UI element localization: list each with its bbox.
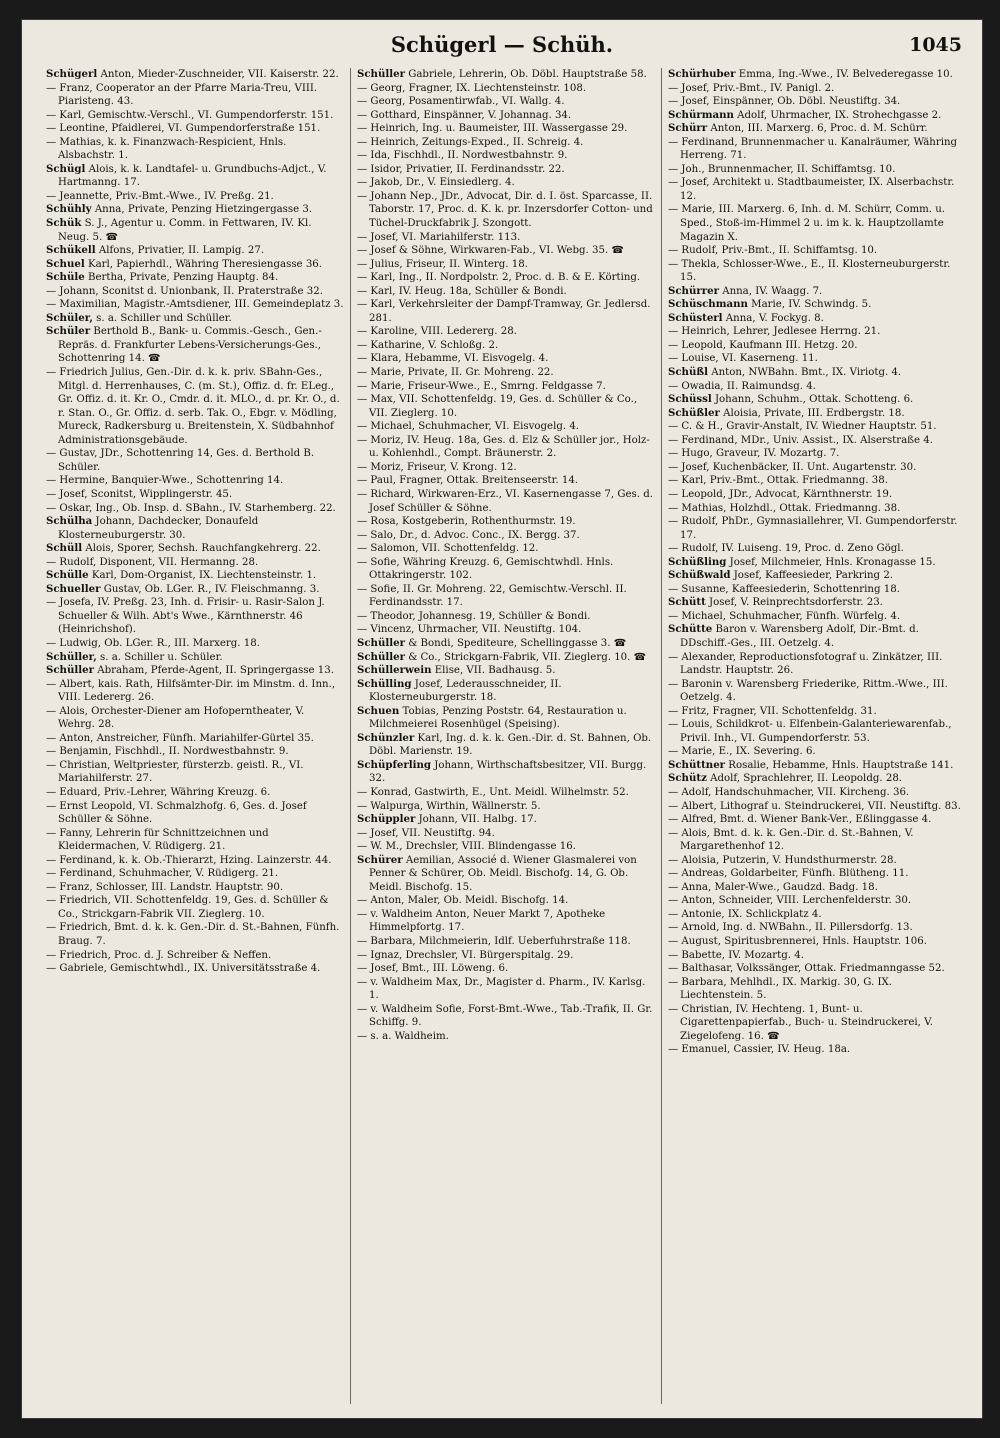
directory-entry: Schüllerwein Elise, VII. Badhausg. 5. <box>357 664 556 677</box>
directory-entry: — Anton, Schneider, VIII. Lerchenfelderstr. 30. <box>668 895 912 907</box>
directory-entry: — Fritz, Fragner, VII. Schottenfeldg. 31. <box>668 705 877 717</box>
directory-entry: — Thekla, Schlosser-Wwe., E., II. Klosterneuburgerstr. 15. <box>668 258 951 284</box>
directory-entry: — Marie, III. Marxerg. 6, Inh. d. M. Schürr, Comm. u. Sped., Stoß-im-Himmel 2 u. im k. k. Hauptzollamte Magazin X. <box>668 204 946 243</box>
directory-entry: — Salomon, VII. Schottenfeldg. 12. <box>357 543 539 555</box>
directory-entry: — Owadia, II. Raimundsg. 4. <box>668 380 816 392</box>
directory-entry: Schütt Josef, V. Reinprechtsdorferstr. 23. <box>668 596 883 609</box>
directory-entry: Schülle Karl, Dom-Organist, IX. Liechtensteinstr. 1. <box>46 569 317 582</box>
directory-entry: — Anton, Maler, Ob. Meidl. Bischofg. 14. <box>357 895 569 907</box>
directory-entry: — Rudolf, IV. Luiseng. 19, Proc. d. Zeno Gögl. <box>668 543 904 555</box>
page-number: 1045 <box>909 34 962 56</box>
directory-entry: — W. M., Drechsler, VIII. Blindengasse 16. <box>357 841 576 853</box>
directory-entry: — Adolf, Handschuhmacher, VII. Kircheng. 36. <box>668 786 910 798</box>
directory-entry: Schüsterl Anna, V. Fockyg. 8. <box>668 311 824 324</box>
directory-entry: Schüttner Rosalie, Hebamme, Hnls. Hauptstraße 141. <box>668 758 954 771</box>
directory-entry: Schürr Anton, III. Marxerg. 6, Proc. d. M. Schürr. <box>668 122 928 135</box>
directory-entry: — Klara, Hebamme, VI. Eisvogelg. 4. <box>357 353 549 365</box>
directory-entry: — Antonie, IX. Schlickplatz 4. <box>668 908 822 920</box>
directory-entry: — Aloisia, Putzerin, V. Hundsthurmerstr. 28. <box>668 854 897 866</box>
directory-entry: Schühly Anna, Private, Penzing Hietzingergasse 3. <box>46 203 313 216</box>
directory-entry: — C. & H., Gravir-Anstalt, IV. Wiedner Hauptstr. 51. <box>668 421 937 433</box>
directory-entry: Schülling Josef, Lederausschneider, II. Klosterneuburgerstr. 18. <box>357 677 562 704</box>
directory-entry: Schünzler Karl, Ing. d. k. k. Gen.-Dir. d. St. Bahnen, Ob. Döbl. Marienstr. 19. <box>357 731 652 758</box>
directory-entry: — Josef, Architekt u. Stadtbaumeister, IX. Alserbachstr. 12. <box>668 177 955 202</box>
directory-entry: — Max, VII. Schottenfeldg. 19, Ges. d. Schüller & Co., VII. Zieglerg. 10. <box>357 394 638 419</box>
directory-entry: — Karl, Gemischtw.-Verschl., VI. Gumpendorferstr. 151. <box>46 109 334 121</box>
directory-entry: — Marie, Friseur-Wwe., E., Smrng. Feldgasse 7. <box>357 380 606 392</box>
directory-entry: — Sofie, Währing Kreuzg. 6, Gemischtwhdl. Hnls. Ottakringerstr. 102. <box>357 556 614 582</box>
directory-entry: — Josef, Bmt., III. Löweng. 6. <box>357 963 509 975</box>
directory-entry: — Ferdinand, Schuhmacher, V. Rüdigerg. 21. <box>46 868 279 880</box>
directory-entry: — Johann, Sconitst d. Unionbank, II. Praterstraße 32. <box>46 285 323 297</box>
directory-entry: — Leontine, Pfaidlerei, VI. Gumpendorferstraße 151. <box>46 123 321 135</box>
directory-entry: — Babette, IV. Mozartg. 4. <box>668 949 804 961</box>
directory-entry: Schüller & Co., Strickgarn-Fabrik, VII. Zieglerg. 10. ☎ <box>357 650 647 663</box>
directory-entry: — Friedrich, VII. Schottenfeldg. 19, Ges. d. Schüller & Co., Strickgarn-Fabrik VII. Zieglerg. 10. <box>46 895 329 920</box>
directory-entry: Schüll Alois, Sporer, Sechsh. Rauchfangkehrerg. 22. <box>46 542 321 555</box>
directory-entry: — Karoline, VIII. Ledererg. 28. <box>357 326 517 338</box>
directory-entry: Schüller & Bondi, Spediteure, Schellinggasse 3. ☎ <box>357 636 627 649</box>
directory-entry: — Georg, Posamentirwfab., VI. Wallg. 4. <box>357 96 565 108</box>
directory-entry: Schüller, s. a. Schiller u. Schüler. <box>46 650 223 663</box>
directory-entry: Schuen Tobias, Penzing Poststr. 64, Restauration u. Milchmeierei Rosenhügel (Speising). <box>357 704 627 731</box>
directory-entry: Schüschmann Marie, IV. Schwindg. 5. <box>668 298 872 311</box>
directory-entry: Schülha Johann, Dachdecker, Donaufeld Klosterneuburgerstr. 30. <box>46 515 259 541</box>
directory-entry: — Rudolf, Priv.-Bmt., II. Schiffamtsg. 10. <box>668 245 878 257</box>
directory-entry: — Heinrich, Lehrer, Jedlesee Herrng. 21. <box>668 326 881 338</box>
directory-entry: — Heinrich, Ing. u. Baumeister, III. Wassergasse 29. <box>357 123 628 135</box>
directory-entry: Schuel Karl, Papierhdl., Währing Theresiengasse 36. <box>46 257 323 270</box>
page-header <box>22 32 982 62</box>
directory-entry: — Andreas, Goldarbeiter, Fünfh. Blütheng. 11. <box>668 868 909 880</box>
directory-entry: — Benjamin, Fischhdl., II. Nordwestbahnstr. 9. <box>46 746 289 758</box>
directory-entry: — Karl, Verkehrsleiter der Dampf-Tramway, Gr. Jedlersd. 281. <box>357 299 651 324</box>
directory-entry: Schük S. J., Agentur u. Comm. in Fettwaren, IV. Kl. Neug. 5. ☎ <box>46 217 312 243</box>
directory-entry: Schüler Berthold B., Bank- u. Commis.-Gesch., Gen.-Repräs. d. Frankfurter Lebens-Versicherungs-Ges., Schottenring 14. ☎ <box>46 325 322 365</box>
directory-entry: — Julius, Friseur, II. Winterg. 18. <box>357 258 528 270</box>
directory-entry: — Barbara, Mehlhdl., IX. Markig. 30, G. IX. Liechtenstein. 5. <box>668 976 892 1002</box>
directory-column-3 <box>661 68 972 1404</box>
directory-entry: — Josef, VI. Mariahilferstr. 113. <box>357 231 521 243</box>
directory-entry: — Michael, Schuhmacher, VI. Eisvogelg. 4. <box>357 421 580 433</box>
directory-entry: — Friedrich Julius, Gen.-Dir. d. k. k. priv. SBahn-Ges., Mitgl. d. Herrenhauses, C. (m. St.), Offiz. d. fr. ELeg., Gr. Offiz. d. it. Kr. O., Cmdr. d. it. MLO., d. pr. Kr. O., d. r. Stan. O., Gr. Offiz. d. serb. Tak. O., Ebgr. v. Mödling, Mureck, Radkersburg u. Breitenstein, X. Südbahnhof Administrationsgebäude. <box>46 367 340 446</box>
directory-entry: Schürrer Anna, IV. Waagg. 7. <box>668 284 823 297</box>
directory-entry: Schueller Gustav, Ob. LGer. R., IV. Fleischmanng. 3. <box>46 582 320 595</box>
directory-entry: — Eduard, Priv.-Lehrer, Währing Kreuzg. 6. <box>46 786 271 798</box>
directory-entry: — Ferdinand, Brunnenmacher u. Kanalräumer, Währing Herreng. 71. <box>668 136 958 162</box>
directory-entry: — Oskar, Ing., Ob. Insp. d. SBahn., IV. Starhemberg. 22. <box>46 502 336 514</box>
directory-entry: — Ida, Fischhdl., II. Nordwestbahnstr. 9. <box>357 150 568 162</box>
directory-entry: — Gustav, JDr., Schottenring 14, Ges. d. Berthold B. Schüler. <box>46 448 315 473</box>
directory-entry: — Heinrich, Zeitungs-Exped., II. Schreig. 4. <box>357 136 584 148</box>
directory-entry: — Ferdinand, k. k. Ob.-Thierarzt, Hzing. Lainzerstr. 44. <box>46 854 332 866</box>
directory-entry: — Rudolf, Disponent, VII. Hermanng. 28. <box>46 556 259 568</box>
directory-entry: Schürmann Adolf, Uhrmacher, IX. Strohechgasse 2. <box>668 108 942 121</box>
directory-entry: — Anton, Anstreicher, Fünfh. Mariahilfer-Gürtel 35. <box>46 732 314 744</box>
directory-entry: — Josefa, IV. Preßg. 23, Inh. d. Frisir- u. Rasir-Salon J. Schueller & Wilh. Abt's Wwe., Kärnthnerstr. 46 (Heinrichshof). <box>46 597 325 636</box>
directory-entry: — Arnold, Ing. d. NWBahn., II. Pillersdorfg. 13. <box>668 922 913 934</box>
directory-entry: — Friedrich, Bmt. d. k. k. Gen.-Dir. d. St.-Bahnen, Fünfh. Braug. 7. <box>46 922 340 947</box>
directory-entry: — Jeannette, Priv.-Bmt.-Wwe., IV. Preßg. 21. <box>46 190 274 202</box>
directory-entry: — Marie, Private, II. Gr. Mohreng. 22. <box>357 367 554 379</box>
directory-entry: — Paul, Fragner, Ottak. Breitenseerstr. 14. <box>357 475 579 487</box>
directory-entry: — Georg, Fragner, IX. Liechtensteinstr. 108. <box>357 82 587 94</box>
directory-entry: — Salo, Dr., d. Advoc. Conc., IX. Bergg. 37. <box>357 529 580 541</box>
directory-entry: — Mathias, Holzhdl., Ottak. Friedmanng. 38. <box>668 502 901 514</box>
directory-entry: — Leopold, JDr., Advocat, Kärnthnerstr. 19. <box>668 488 893 500</box>
directory-entry: — Alois, Orchester-Diener am Hofoperntheater, V. Wehrg. 28. <box>46 705 305 731</box>
directory-columns <box>40 68 972 1404</box>
directory-entry: — Alexander, Reproductionsfotograf u. Zinkätzer, III. Landstr. Hauptstr. 26. <box>668 651 943 677</box>
directory-entry: — Josef, Priv.-Bmt., IV. Panigl. 2. <box>668 82 835 94</box>
directory-entry: — Katharine, V. Schloßg. 2. <box>357 339 499 351</box>
directory-entry: — Karl, IV. Heug. 18a, Schüller & Bondi. <box>357 285 567 297</box>
directory-entry: — Ferdinand, MDr., Univ. Assist., IX. Alserstraße 4. <box>668 434 933 446</box>
directory-entry: — Louise, VI. Kaserneng. 11. <box>668 353 818 365</box>
directory-entry: — Gabriele, Gemischtwhdl., IX. Universitätsstraße 4. <box>46 963 321 975</box>
directory-entry: — Isidor, Privatier, II. Ferdinandsstr. 22. <box>357 163 565 175</box>
directory-entry: — Fanny, Lehrerin für Schnittzeichnen und Kleidermachen, V. Rüdigerg. 21. <box>46 827 269 853</box>
directory-entry: Schüßl Anton, NWBahn. Bmt., IX. Viriotg. 4. <box>668 366 902 379</box>
directory-entry: — Johann Nep., JDr., Advocat, Dir. d. I. öst. Sparcasse, II. Taborstr. 17, Proc. d. K. k. pr. Inzersdorfer Cotton- und Tüchel-Druckfabrik J. Szongott. <box>357 190 653 230</box>
directory-entry: — Hugo, Graveur, IV. Mozartg. 7. <box>668 448 840 460</box>
directory-entry: Schüller Abraham, Pferde-Agent, II. Springergasse 13. <box>46 664 335 677</box>
directory-entry: — Josef, Kuchenbäcker, II. Unt. Augartenstr. 30. <box>668 461 917 473</box>
directory-entry: — Anna, Maler-Wwe., Gaudzd. Badg. 18. <box>668 881 878 893</box>
directory-entry: Schüle Bertha, Private, Penzing Hauptg. 84. <box>46 271 279 284</box>
directory-entry: Schürhuber Emma, Ing.-Wwe., IV. Belvederegasse 10. <box>668 68 953 80</box>
directory-entry: Schükell Alfons, Privatier, II. Lampig. 27. <box>46 244 265 257</box>
directory-entry: Schüppler Johann, VII. Halbg. 17. <box>357 813 537 826</box>
directory-entry: — Josef, Einspänner, Ob. Döbl. Neustiftg. 34. <box>668 96 901 108</box>
directory-entry: — Konrad, Gastwirth, E., Unt. Meidl. Wilhelmstr. 52. <box>357 786 629 798</box>
directory-entry: — Walpurga, Wirthin, Wällnerstr. 5. <box>357 800 541 812</box>
directory-entry: — Michael, Schuhmacher, Fünfh. Würfelg. 4. <box>668 610 901 622</box>
running-title: Schügerl — Schüh. <box>390 32 614 57</box>
directory-entry: Schüller Gabriele, Lehrerin, Ob. Döbl. Hauptstraße 58. <box>357 68 647 80</box>
directory-entry: Schütte Baron v. Warensberg Adolf, Dir.-Bmt. d. DDschiff.-Ges., III. Oetzelg. 4. <box>668 623 919 649</box>
directory-entry: — Theodor, Johannesg. 19, Schüller & Bondi. <box>357 610 591 622</box>
directory-entry: — Joh., Brunnenmacher, II. Schiffamtsg. 10. <box>668 163 896 175</box>
directory-entry: — Alois, Bmt. d. k. k. Gen.-Dir. d. St.-Bahnen, V. Margarethenhof 12. <box>668 827 914 853</box>
directory-entry: Schüpferling Johann, Wirthschaftsbesitzer, VII. Burgg. 32. <box>357 758 647 785</box>
directory-entry: — v. Waldheim Anton, Neuer Markt 7, Apotheke Himmelpfortg. 17. <box>357 908 606 934</box>
directory-entry: Schüßwald Josef, Kaffeesieder, Parkring 2. <box>668 569 894 582</box>
directory-entry: — Friedrich, Proc. d. J. Schreiber & Neffen. <box>46 949 272 961</box>
directory-entry: — Leopold, Kaufmann III. Hetzg. 20. <box>668 339 858 351</box>
directory-entry: — Emanuel, Cassier, IV. Heug. 18a. <box>668 1044 851 1056</box>
directory-entry: — Christian, Weltpriester, fürsterzb. geistl. R., VI. Mariahilferstr. 27. <box>46 759 304 785</box>
directory-entry: Schügl Alois, k. k. Landtafel- u. Grundbuchs-Adjct., V. Hartmanng. 17. <box>46 162 327 189</box>
directory-entry: — Louis, Schildkrot- u. Elfenbein-Galanteriewarenfab., Privil. Inh., VI. Gumpendorferstr. 53. <box>668 719 952 744</box>
directory-entry: — Sofie, II. Gr. Mohreng. 22, Gemischtw.-Verschl. II. Ferdinandsstr. 17. <box>357 583 627 609</box>
directory-entry: — v. Waldheim Max, Dr., Magister d. Pharm., IV. Karlsg. 1. <box>357 976 646 1002</box>
directory-column-2 <box>350 68 661 1404</box>
directory-entry: — Josef, Sconitst, Wipplingerstr. 45. <box>46 488 233 500</box>
directory-entry: — Franz, Schlosser, III. Landstr. Hauptstr. 90. <box>46 881 284 893</box>
directory-entry: — s. a. Waldheim. <box>357 1030 449 1042</box>
directory-entry: — Barbara, Milchmeierin, Idlf. Ueberfuhrstraße 118. <box>357 936 631 947</box>
directory-entry: — Ernst Leopold, VI. Schmalzhofg. 6, Ges. d. Josef Schüller & Söhne. <box>46 800 307 826</box>
directory-entry: — Ludwig, Ob. LGer. R., III. Marxerg. 18. <box>46 637 260 649</box>
directory-entry: Schüler, s. a. Schiller und Schüller. <box>46 311 232 324</box>
directory-entry: — Josef & Söhne, Wirkwaren-Fab., VI. Webg. 35. ☎ <box>357 245 625 257</box>
directory-entry: — Vincenz, Uhrmacher, VII. Neustiftg. 104. <box>357 624 582 636</box>
directory-entry: — August, Spiritusbrennerei, Hnls. Hauptstr. 106. <box>668 936 927 947</box>
directory-entry: — Richard, Wirkwaren-Erz., VI. Kasernengasse 7, Ges. d. Josef Schüller & Söhne. <box>357 488 653 514</box>
directory-entry: — Albert, Lithograf u. Steindruckerei, VII. Neustiftg. 83. <box>668 800 961 812</box>
directory-entry: — Hermine, Banquier-Wwe., Schottenring 14. <box>46 475 284 487</box>
directory-entry: — Albert, kais. Rath, Hilfsämter-Dir. im Minstm. d. Inn., VIII. Ledererg. 26. <box>46 678 336 704</box>
directory-entry: — Rudolf, PhDr., Gymnasiallehrer, VI. Gumpendorferstr. 17. <box>668 516 958 541</box>
directory-entry: Schüßling Josef, Milchmeier, Hnls. Kronagasse 15. <box>668 555 936 568</box>
directory-entry: — Baronin v. Warensberg Friederike, Rittm.-Wwe., III. Oetzelg. 4. <box>668 678 948 704</box>
directory-entry: — Josef, VII. Neustiftg. 94. <box>357 827 495 839</box>
directory-entry: — Franz, Cooperator an der Pfarre Maria-Treu, VIII. Piaristeng. 43. <box>46 82 318 108</box>
directory-entry: — Balthasar, Volkssänger, Ottak. Friedmanngasse 52. <box>668 963 945 975</box>
directory-entry: — Maximilian, Magistr.-Amtsdiener, III. Gemeindeplatz 3. <box>46 299 344 311</box>
directory-entry: — Alfred, Bmt. d. Wiener Bank-Ver., Eßlinggasse 4. <box>668 814 932 826</box>
directory-entry: Schütz Adolf, Sprachlehrer, II. Leopoldg. 28. <box>668 772 903 785</box>
directory-entry: — Karl, Priv.-Bmt., Ottak. Friedmanng. 38. <box>668 475 888 487</box>
directory-entry: — Christian, IV. Hechteng. 1, Bunt- u. Cigarettenpapierfab., Buch- u. Steindruckerei, V. Ziegelofeng. 16. ☎ <box>668 1003 933 1042</box>
directory-page <box>22 20 982 1418</box>
directory-entry: — Mathias, k. k. Finanzwach-Respicient, Hnls. Alsbachstr. 1. <box>46 136 287 162</box>
directory-entry: — Karl, Ing., II. Nordpolstr. 2, Proc. d. B. & E. Körting. <box>357 272 641 284</box>
directory-entry: — Gotthard, Einspänner, V. Johannag. 34. <box>357 109 572 121</box>
directory-entry: — Moriz, IV. Heug. 18a, Ges. d. Elz & Schüller jor., Holz- u. Kohlenhdl., Compt. Bräunerstr. 2. <box>357 434 650 460</box>
directory-entry: — v. Waldheim Sofie, Forst-Bmt.-Wwe., Tab.-Trafik, II. Gr. Schiffg. 9. <box>357 1003 653 1029</box>
directory-entry: — Ignaz, Drechsler, VI. Bürgerspitalg. 29. <box>357 949 574 961</box>
directory-entry: Schürer Aemilian, Associé d. Wiener Glasmalerei von Penner & Schürer, Ob. Meidl. Bischofg. 14, G. Ob. Meidl. Bischofg. 15. <box>357 853 637 893</box>
directory-entry: Schüssl Johann, Schuhm., Ottak. Schotteng. 6. <box>668 393 914 406</box>
directory-column-1 <box>40 68 350 1404</box>
directory-entry: Schüßler Aloisia, Private, III. Erdbergstr. 18. <box>668 406 905 419</box>
directory-entry: — Jakob, Dr., V. Einsiedlerg. 4. <box>357 177 515 189</box>
directory-entry: Schügerl Anton, Mieder-Zuschneider, VII. Kaiserstr. 22. <box>46 68 339 80</box>
directory-entry: — Susanne, Kaffeesiederin, Schottenring 18. <box>668 583 900 595</box>
directory-entry: — Rosa, Kostgeberin, Rothenthurmstr. 19. <box>357 516 576 528</box>
directory-entry: — Marie, E., IX. Severing. 6. <box>668 746 816 758</box>
directory-entry: — Moriz, Friseur, V. Krong. 12. <box>357 461 517 473</box>
